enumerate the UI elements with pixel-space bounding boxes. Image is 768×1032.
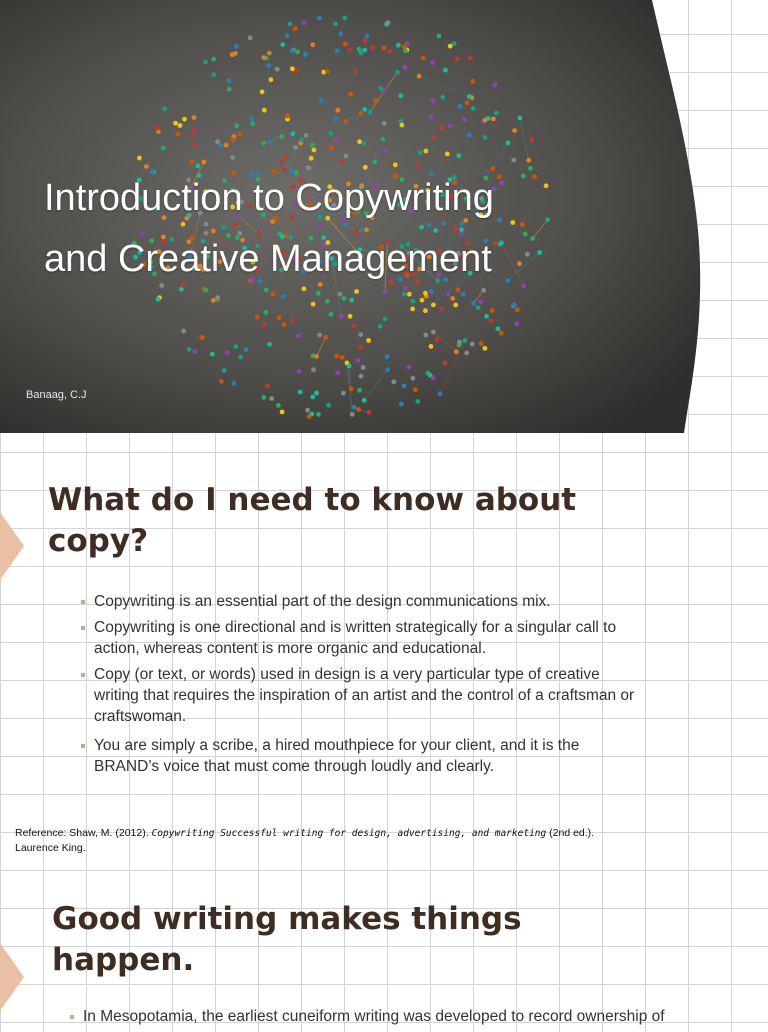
list-item: Copywriting is an essential part of the design communications mix. (78, 591, 638, 612)
slide-heading: What do I need to know about copy? (48, 480, 688, 562)
accent-arrow (0, 943, 24, 1011)
accent-arrow (0, 512, 24, 580)
slide-heading: Good writing makes things happen. (52, 899, 692, 981)
reference-citation: Reference: Shaw, M. (2012). Copywriting Successful writing for design, advertising, and marketing (2nd ed.). Laurence King. (15, 826, 635, 855)
author-name: Banaag, C.J (26, 389, 87, 401)
bullet-list (67, 1006, 747, 1032)
title-slide (0, 0, 768, 433)
list-item: Copy (or text, or words) used in design is a very particular type of creative writing that requires the inspiration of an artist and the control of a craftsman or craftswoman. (78, 664, 638, 727)
list-item: In Mesopotamia, the earliest cuneiform writing was developed to record ownership of (67, 1006, 747, 1027)
list-item: You are simply a scribe, a hired mouthpiece for your client, and it is the BRAND’s voice that must come through loudly and clearly. (78, 735, 638, 777)
slide-title: Introduction to Copywriting and Creative Management (44, 168, 604, 290)
list-item: Copywriting is one directional and is written strategically for a singular call to action, whereas content is more organic and educational. (78, 617, 638, 659)
content-slide-copy (0, 433, 768, 863)
bullet-list (78, 591, 638, 782)
content-slide-good-writing (0, 863, 768, 1024)
